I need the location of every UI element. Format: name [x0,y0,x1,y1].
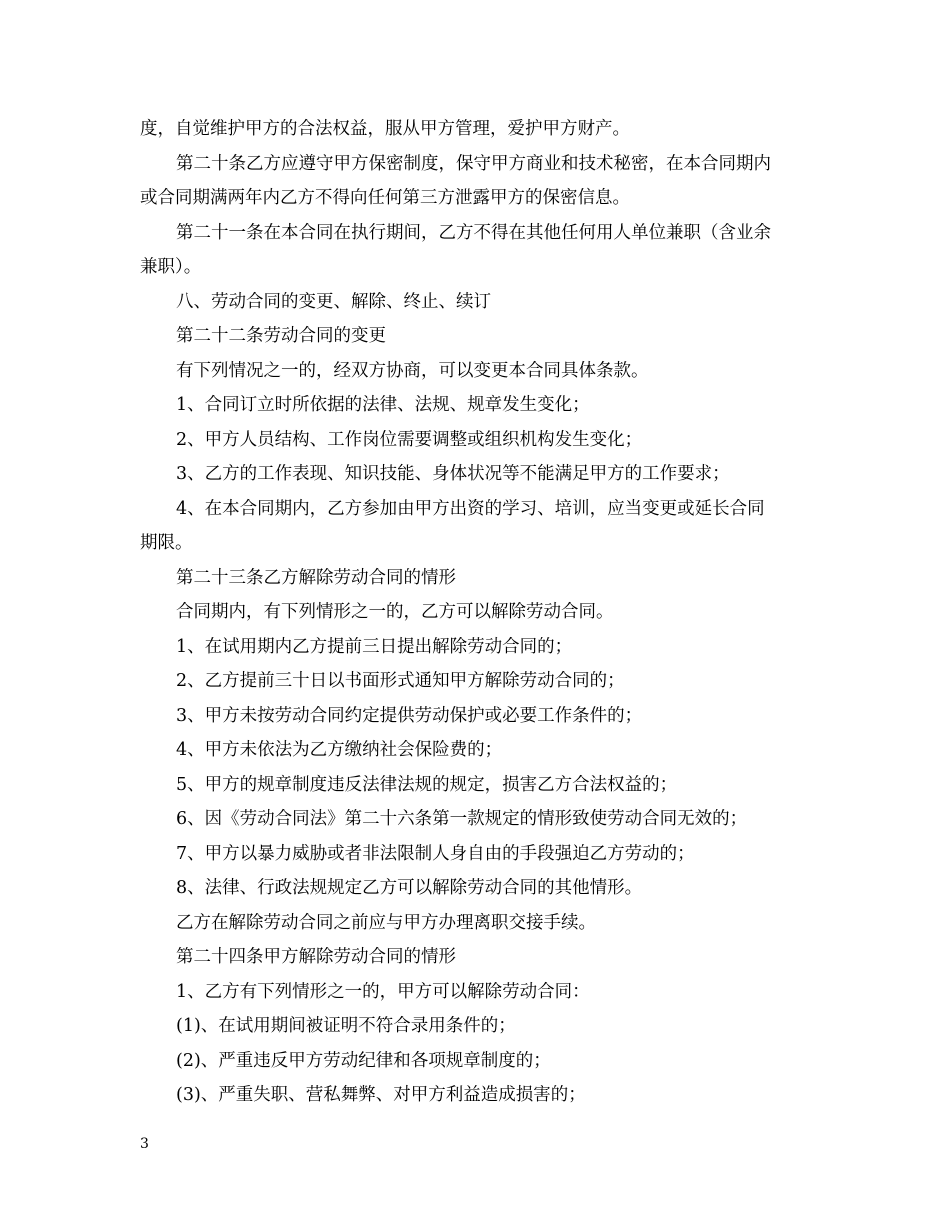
text-line: 第二十条乙方应遵守甲方保密制度，保守甲方商业和技术秘密，在本合同期内 [176,153,771,174]
text-line: 合同期内，有下列情形之一的，乙方可以解除劳动合同。 [176,602,614,622]
text-line: 或合同期满两年内乙方不得向任何第三方泄露甲方的保密信息。 [140,188,630,208]
list-item: 3、乙方的工作表现、知识技能、身体状况等不能满足甲方的工作要求； [176,464,730,484]
article-heading: 第二十三条乙方解除劳动合同的情形 [176,567,456,588]
list-item: 7、甲方以暴力威胁或者非法限制人身自由的手段强迫乙方劳动的； [176,843,695,864]
text-line: 兼职）。 [140,257,202,277]
sub-list-item: (1)、在试用期间被证明不符合录用条件的； [176,1016,516,1036]
text-line: 有下列情况之一的，经双方协商，可以变更本合同具体条款。 [176,360,649,381]
article-heading: 第二十二条劳动合同的变更 [176,326,386,346]
sub-list-item: (3)、严重失职、营私舞弊、对甲方利益造成损害的； [176,1085,586,1105]
list-item: 1、合同订立时所依据的法律、法规、规章发生变化； [176,395,590,415]
list-item: 6、因《劳动合同法》第二十六条第一款规定的情形致使劳动合同无效的； [176,809,748,829]
list-item: 1、在试用期内乙方提前三日提出解除劳动合同的； [176,636,573,657]
text-line: 第二十一条在本合同在执行期间，乙方不得在其他任何用人单位兼职（含业余 [176,222,771,243]
list-item: 5、甲方的规章制度违反法律法规的规定，损害乙方合法权益的； [176,774,678,795]
list-item: 2、乙方提前三十日以书面形式通知甲方解除劳动合同的； [176,671,625,691]
list-item: 2、甲方人员结构、工作岗位需要调整或组织机构发生变化； [176,429,643,450]
text-line: 期限。 [140,533,193,553]
list-item: 3、甲方未按劳动合同约定提供劳动保护或必要工作条件的； [176,705,643,726]
list-item: 1、乙方有下列情形之一的，甲方可以解除劳动合同： [176,981,590,1002]
text-line: 度，自觉维护甲方的合法权益，服从甲方管理，爱护甲方财产。 [140,119,630,139]
article-heading: 第二十四条甲方解除劳动合同的情形 [176,947,456,967]
body-text [140,112,820,1113]
section-heading: 八、劳动合同的变更、解除、终止、续订 [176,291,491,312]
list-item: 8、法律、行政法规规定乙方可以解除劳动合同的其他情形。 [176,878,643,898]
text-line: 乙方在解除劳动合同之前应与甲方办理离职交接手续。 [176,912,596,933]
list-item: 4、在本合同期内，乙方参加由甲方出资的学习、培训，应当变更或延长合同 [176,498,765,519]
sub-list-item: (2)、严重违反甲方劳动纪律和各项规章制度的； [176,1050,551,1071]
page-number: 3 [140,1136,149,1152]
list-item: 4、甲方未依法为乙方缴纳社会保险费的； [176,740,503,760]
